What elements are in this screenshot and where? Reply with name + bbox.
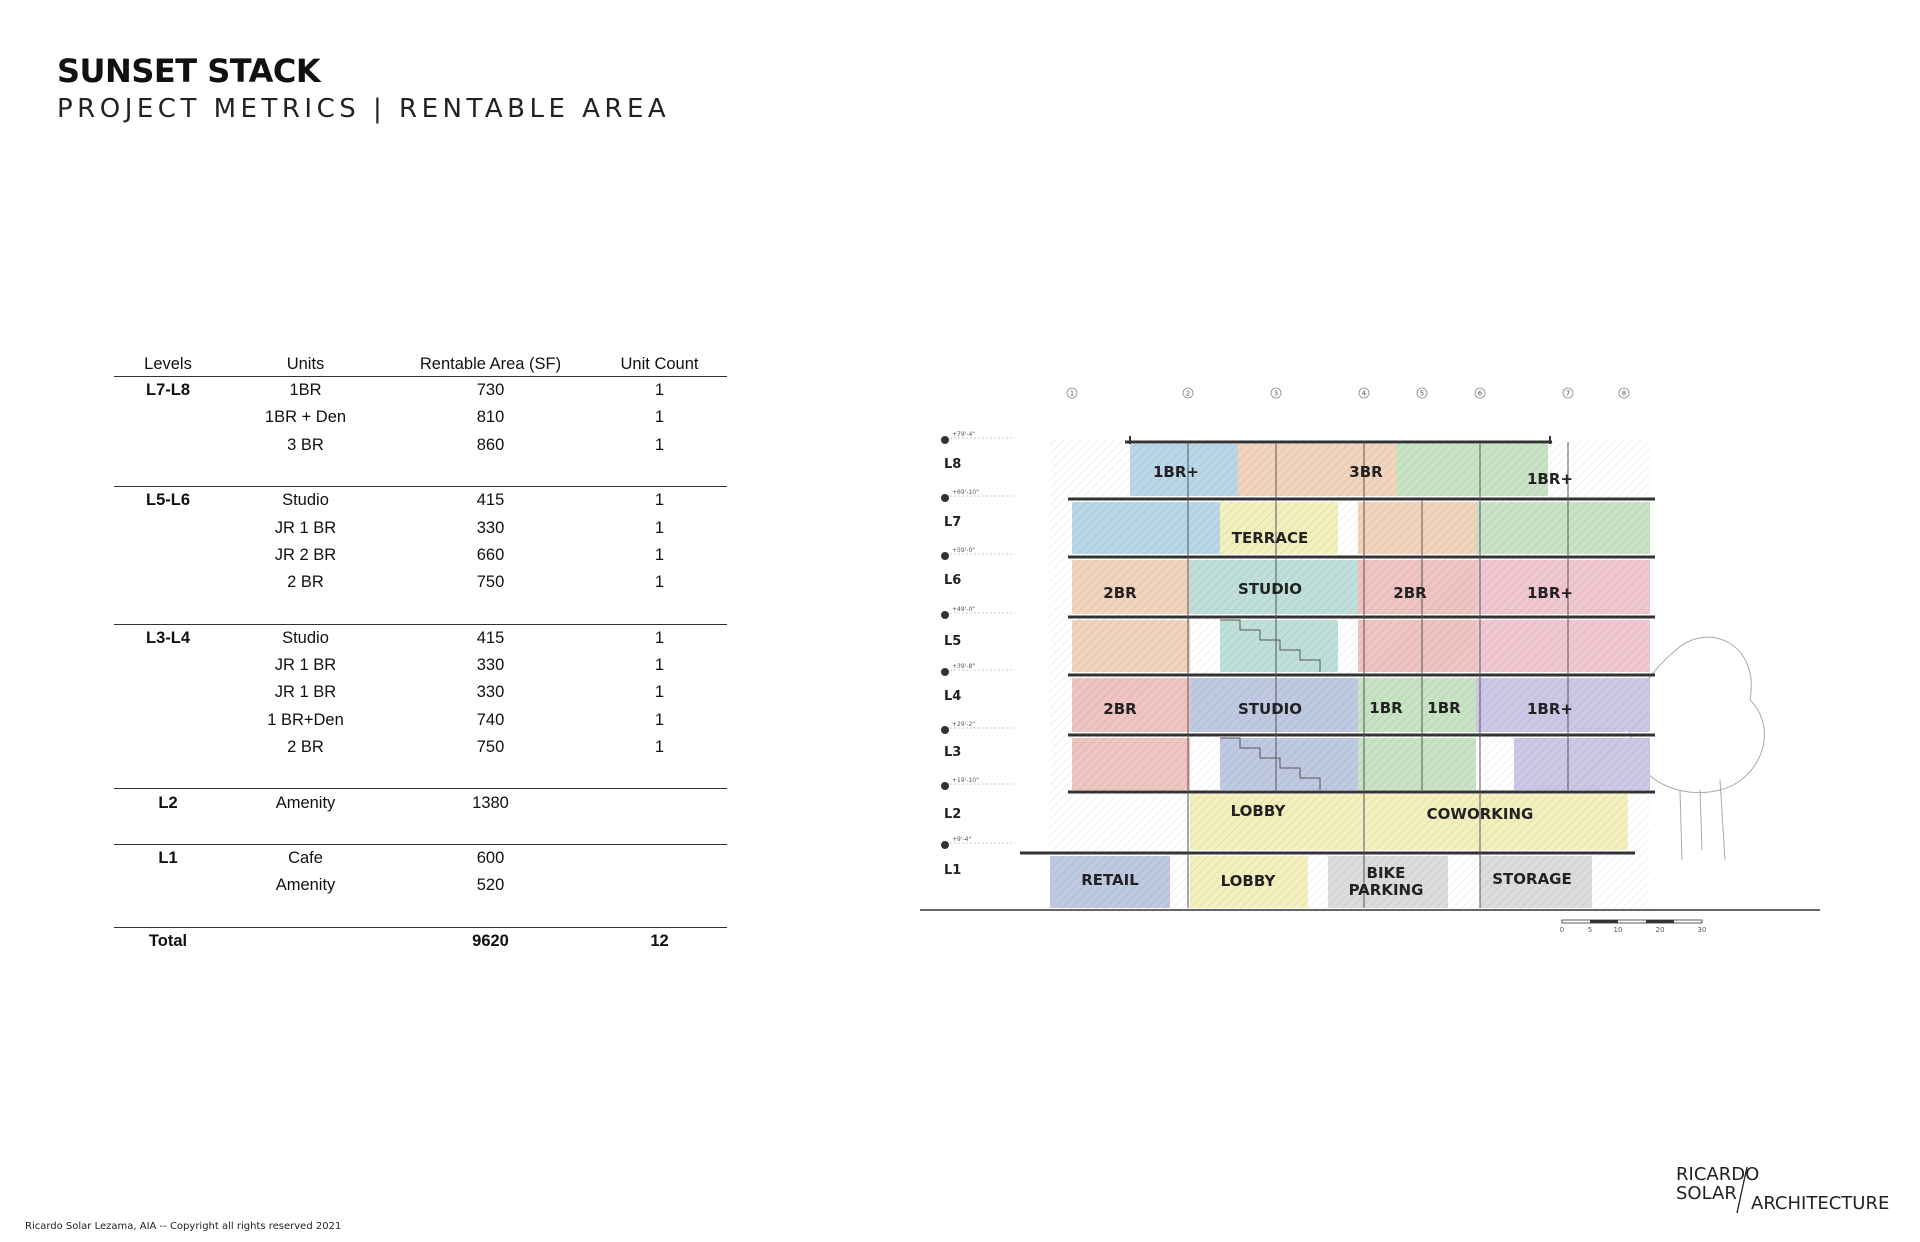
grid-marker xyxy=(1417,388,1427,398)
header-rentable-area: Rentable Area (SF) xyxy=(389,346,592,377)
room-label: LOBBY xyxy=(1220,872,1276,890)
level-label: L1 xyxy=(944,863,962,878)
area-cell: 330 xyxy=(476,518,505,537)
room-label: PARKING xyxy=(1348,881,1424,899)
table-row xyxy=(114,789,727,817)
unit-cell: Studio xyxy=(282,628,329,647)
grid-number: 6 xyxy=(1477,389,1483,398)
level-label: L4 xyxy=(944,689,962,704)
unit-cell: JR 1 BR xyxy=(274,518,337,537)
room-label: STUDIO xyxy=(1238,580,1302,598)
grid-number: 8 xyxy=(1621,389,1627,398)
level-marker-l6 xyxy=(941,547,1015,588)
table-row xyxy=(114,404,727,431)
level-marker-l1 xyxy=(941,836,1015,878)
table-row xyxy=(114,872,727,899)
building-section-diagram xyxy=(920,380,1840,940)
elevation-label: +59'-0" xyxy=(952,547,976,554)
room-label: 1BR xyxy=(1369,699,1403,717)
logo-line-2: SOLAR xyxy=(1676,1183,1737,1204)
level-marker-l7 xyxy=(941,489,1015,530)
total-label: Total xyxy=(148,932,188,951)
unit-cell: 1 BR+Den xyxy=(267,710,344,729)
scale-tick: 0 xyxy=(1559,926,1565,934)
scale-tick: 5 xyxy=(1587,926,1593,934)
area-cell: 750 xyxy=(476,573,505,592)
table-row xyxy=(114,569,727,596)
unit-cell: 3 BR xyxy=(287,435,324,454)
area-cell: 750 xyxy=(476,738,505,756)
logo-line-1: RICARDO xyxy=(1676,1164,1760,1185)
group-separator xyxy=(114,761,727,789)
header-unit-count: Unit Count xyxy=(592,346,727,377)
unit-cell: 1BR xyxy=(289,381,322,400)
grid-marker xyxy=(1271,388,1281,398)
area-cell: 1380 xyxy=(472,793,509,812)
grid-number: 4 xyxy=(1361,389,1367,398)
group-separator xyxy=(114,459,727,487)
copyright-footer: Ricardo Solar Lezama, AIA -- Copyright all rights reserved 2021 xyxy=(25,1221,342,1232)
grid-number: 5 xyxy=(1419,389,1425,398)
level-marker-l4 xyxy=(941,663,1015,704)
scale-tick: 30 xyxy=(1697,926,1707,934)
area-cell: 810 xyxy=(476,408,505,427)
room-label: BIKE xyxy=(1366,864,1406,882)
table-row xyxy=(114,377,727,405)
room-label: LOBBY xyxy=(1230,802,1286,820)
logo-line-3: ARCHITECTURE xyxy=(1751,1193,1890,1214)
room-label: 2BR xyxy=(1103,700,1137,718)
elevation-label: +49'-0" xyxy=(952,606,976,613)
group-separator xyxy=(114,900,727,928)
count-cell: 1 xyxy=(654,408,665,427)
unit-cell: Amenity xyxy=(275,876,336,895)
grid-number: 7 xyxy=(1565,389,1571,398)
table-row xyxy=(114,487,727,515)
room-label: 1BR xyxy=(1427,699,1461,717)
table-header-row xyxy=(114,346,727,377)
elevation-label: +9'-4" xyxy=(952,836,972,843)
area-cell: 600 xyxy=(476,849,505,868)
logo-slash xyxy=(1734,1165,1750,1215)
grid-line-markers xyxy=(1067,388,1629,398)
level-cell: L3-L4 xyxy=(145,628,190,647)
area-cell: 730 xyxy=(476,381,505,400)
unit-cell: Cafe xyxy=(288,849,323,868)
level-marker-l8 xyxy=(941,431,1015,472)
header-units: Units xyxy=(222,346,389,377)
room-label: STUDIO xyxy=(1238,700,1302,718)
unit-cell: Amenity xyxy=(275,793,336,812)
area-cell: 415 xyxy=(476,628,505,647)
page-subtitle: PROJECT METRICS | RENTABLE AREA xyxy=(57,94,671,124)
table-row xyxy=(114,679,727,706)
building xyxy=(920,436,1820,910)
count-cell: 1 xyxy=(654,710,665,729)
count-cell: 1 xyxy=(654,545,665,564)
room-label: 1BR+ xyxy=(1527,700,1573,718)
elevation-label: +19'-10" xyxy=(952,777,979,784)
scale-tick: 10 xyxy=(1613,926,1623,934)
room-label: COWORKING xyxy=(1426,805,1534,823)
room-label: 3BR xyxy=(1349,463,1383,481)
rentable-area-table xyxy=(114,346,727,955)
grid-marker xyxy=(1067,388,1077,398)
table-row xyxy=(114,845,727,873)
count-cell xyxy=(592,845,727,873)
table-row xyxy=(114,707,727,734)
grid-number: 1 xyxy=(1069,389,1075,398)
grid-marker xyxy=(1183,388,1193,398)
scale-tick: 20 xyxy=(1655,926,1665,934)
page-title: SUNSET STACK xyxy=(57,52,321,90)
grid-marker xyxy=(1359,388,1369,398)
scale-bar xyxy=(1560,920,1707,934)
elevation-label: +69'-10" xyxy=(952,489,979,496)
table-row xyxy=(114,432,727,459)
area-cell: 860 xyxy=(476,435,505,454)
count-cell: 1 xyxy=(654,435,665,454)
room-label: STORAGE xyxy=(1492,870,1572,888)
level-marker-l2 xyxy=(941,777,1015,822)
unit-cell: JR 2 BR xyxy=(274,545,337,564)
unit-cell: JR 1 BR xyxy=(274,683,337,702)
area-cell: 415 xyxy=(476,491,505,510)
grid-marker xyxy=(1563,388,1573,398)
total-count: 12 xyxy=(650,932,669,951)
total-area: 9620 xyxy=(472,932,509,951)
level-label: L3 xyxy=(944,745,962,760)
level-cell: L1 xyxy=(158,849,178,868)
header-levels: Levels xyxy=(114,346,222,377)
level-label: L2 xyxy=(944,807,962,822)
table-row xyxy=(114,652,727,679)
room-label: RETAIL xyxy=(1081,871,1139,889)
count-cell: 1 xyxy=(654,683,665,702)
count-cell: 1 xyxy=(654,491,665,510)
count-cell: 1 xyxy=(654,738,665,756)
level-label: L6 xyxy=(944,573,962,588)
grid-marker xyxy=(1475,388,1485,398)
room-label: 2BR xyxy=(1393,584,1427,602)
level-label: L8 xyxy=(944,457,962,472)
count-cell: 1 xyxy=(654,518,665,537)
grid-number: 2 xyxy=(1185,389,1191,398)
table-row xyxy=(114,624,727,652)
room-label: 2BR xyxy=(1103,584,1137,602)
room-label: TERRACE xyxy=(1231,529,1309,547)
level-markers xyxy=(941,431,1015,878)
level-label: L5 xyxy=(944,634,962,649)
level-cell: L2 xyxy=(158,793,178,812)
area-cell: 660 xyxy=(476,545,505,564)
count-cell xyxy=(592,789,727,817)
group-separator xyxy=(114,596,727,624)
elevation-label: +29'-2" xyxy=(952,721,976,728)
room-label: 1BR+ xyxy=(1527,584,1573,602)
count-cell: 1 xyxy=(654,656,665,675)
room-label: 1BR+ xyxy=(1153,463,1199,481)
count-cell xyxy=(592,872,727,899)
level-cell: L5-L6 xyxy=(145,491,190,510)
elevation-label: +79'-4" xyxy=(952,431,976,438)
level-cell: L7-L8 xyxy=(145,381,190,400)
grid-number: 3 xyxy=(1273,389,1279,398)
count-cell: 1 xyxy=(654,573,665,592)
table-row xyxy=(114,542,727,569)
area-cell: 520 xyxy=(476,876,505,895)
unit-cell: Studio xyxy=(282,491,329,510)
unit-cell: 1BR + Den xyxy=(264,408,347,427)
table-row xyxy=(114,514,727,541)
total-row xyxy=(114,927,727,955)
room-label: 1BR+ xyxy=(1527,470,1573,488)
level-marker-l5 xyxy=(941,606,1015,649)
area-cell: 330 xyxy=(476,656,505,675)
level-label: L7 xyxy=(944,515,962,530)
grid-marker xyxy=(1619,388,1629,398)
area-cell: 330 xyxy=(476,683,505,702)
area-cell: 740 xyxy=(476,710,505,729)
unit-cell: 2 BR xyxy=(287,738,324,756)
elevation-label: +39'-8" xyxy=(952,663,976,670)
table-row xyxy=(114,734,727,761)
unit-cell: JR 1 BR xyxy=(274,656,337,675)
tree-illustration xyxy=(1630,637,1764,860)
firm-logo xyxy=(1676,1164,1890,1214)
group-separator xyxy=(114,817,727,845)
count-cell: 1 xyxy=(654,628,665,647)
count-cell: 1 xyxy=(654,381,665,400)
level-marker-l3 xyxy=(941,721,1015,760)
unit-cell: 2 BR xyxy=(287,573,324,592)
